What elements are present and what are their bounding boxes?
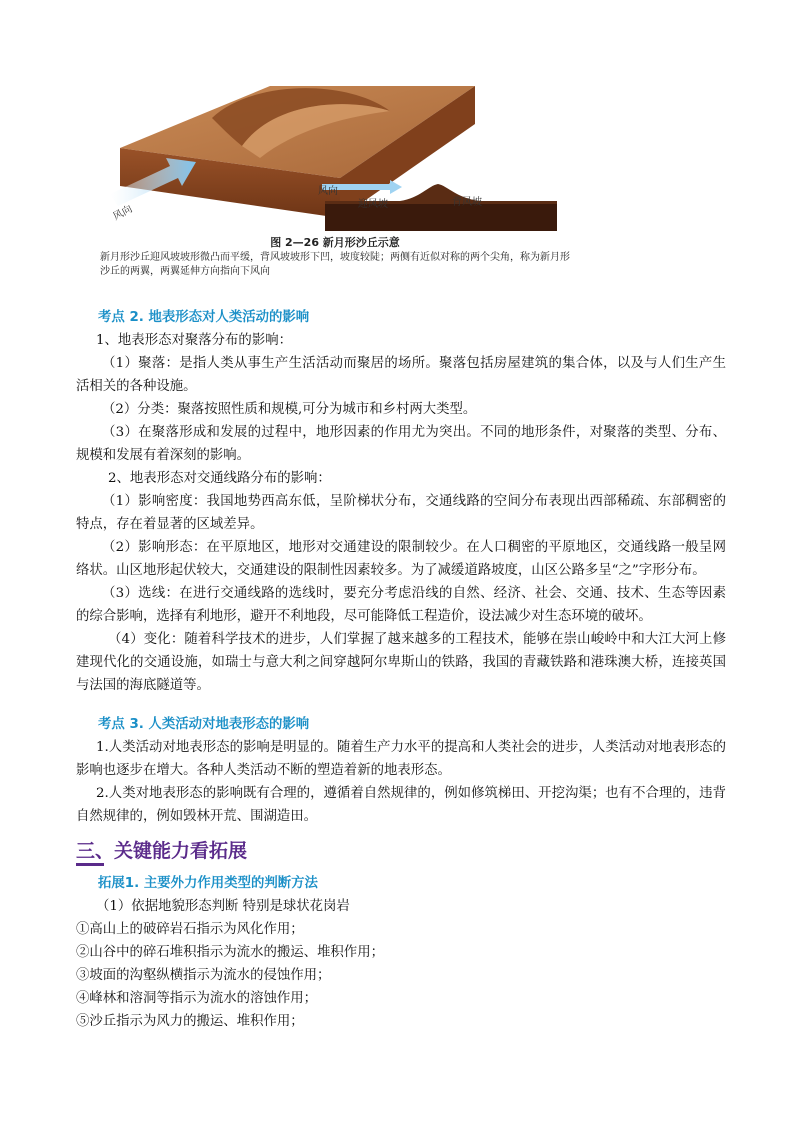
extension1-heading: 拓展1. 主要外力作用类型的判断方法 xyxy=(98,876,318,891)
figure-caption-text: 新月形沙丘迎风坡坡形微凸而平缓，背风坡坡形下凹，坡度较陡；两侧有近似对称的两个尖角，称为新月形沙丘的两翼，两翼延伸方向指向下风向 xyxy=(100,252,570,277)
point2-paragraph-7: （4）变化：随着科学技术的进步，人们掌握了越来越多的工程技术，能够在崇山峻岭中和大江大河上修建现代化的交通设施，如瑞士与意大利之间穿越阿尔卑斯山的铁路，我国的青藏铁路和港珠澳大桥，连接英国与法国的海底隧道等。 xyxy=(76,632,726,693)
wind-label-right: 风向 xyxy=(318,186,338,197)
spacer xyxy=(76,697,726,713)
point2-paragraph-2: （2）分类：聚落按照性质和规模,可分为城市和乡村两大类型。 xyxy=(102,402,477,417)
point3-heading: 考点 3. 人类活动对地表形态的影响 xyxy=(98,717,310,732)
figure-caption-title: 图 2—26 新月形沙丘示意 xyxy=(270,236,400,249)
extension1-paragraph-1: （1）依据地貌形态判断 特别是球状花岗岩 xyxy=(96,899,350,914)
dune-illustration xyxy=(100,86,570,236)
point2-subheading-2: 2、地表形态对交通线路分布的影响： xyxy=(108,471,331,486)
point2-heading: 考点 2. 地表形态对人类活动的影响 xyxy=(98,310,310,325)
list-item: ②山谷中的碎石堆积指示为流水的搬运、堆积作用； xyxy=(76,945,384,960)
section3-title: 三、关键能力看拓展 xyxy=(76,834,726,868)
point3-paragraph-2: 2.人类对地表形态的影响既有合理的，遵循着自然规律的，例如修筑梯田、开挖沟渠；也有不合理的，违背自然规律的，例如毁林开荒、围湖造田。 xyxy=(76,786,726,824)
point2-paragraph-4: （1）影响密度：我国地势西高东低，呈阶梯状分布，交通线路的空间分布表现出西部稀疏、东部稠密的特点，存在着显著的区域差异。 xyxy=(76,494,726,532)
list-item: ①高山上的破碎岩石指示为风化作用； xyxy=(76,922,304,937)
list-item: ③坡面的沟壑纵横指示为流水的侵蚀作用； xyxy=(76,968,331,983)
figure-caption xyxy=(100,236,570,279)
point2-paragraph-1: （1）聚落：是指人类从事生产生活活动而聚居的场所。聚落包括房屋建筑的集合体，以及与人们生产生活相关的各种设施。 xyxy=(76,356,726,394)
windward-label: 迎风坡 xyxy=(358,199,388,210)
document-body xyxy=(76,306,726,1033)
point2-paragraph-3: （3）在聚落形成和发展的过程中，地形因素的作用尤为突出。不同的地形条件，对聚落的类型、分布、规模和发展有着深刻的影响。 xyxy=(76,425,726,463)
point2-paragraph-5: （2）影响形态：在平原地区，地形对交通建设的限制较少。在人口稠密的平原地区，交通线路一般呈网络状。山区地形起伏较大，交通建设的限制性因素较多。为了减缓道路坡度，山区公路多呈“之”字形分布。 xyxy=(76,540,726,578)
list-item: ⑤沙丘指示为风力的搬运、堆积作用； xyxy=(76,1014,304,1029)
point2-subheading-1: 1、地表形态对聚落分布的影响： xyxy=(96,333,292,348)
leeward-label: 背风坡 xyxy=(452,197,482,208)
list-item: ④峰林和溶洞等指示为流水的溶蚀作用； xyxy=(76,991,318,1006)
point2-paragraph-6: （3）选线：在进行交通线路的选线时，要充分考虑沿线的自然、经济、社会、交通、技术、生态等因素的综合影响，选择有利地形，避开不利地段，尽可能降低工程造价，设法减少对生态环境的破坏。 xyxy=(76,586,726,624)
wind-label-left: 风向 xyxy=(111,203,135,223)
point3-paragraph-1: 1.人类活动对地表形态的影响是明显的。随着生产力水平的提高和人类社会的进步，人类活动对地表形态的影响也逐步在增大。各种人类活动不断的塑造着新的地表形态。 xyxy=(76,740,726,778)
